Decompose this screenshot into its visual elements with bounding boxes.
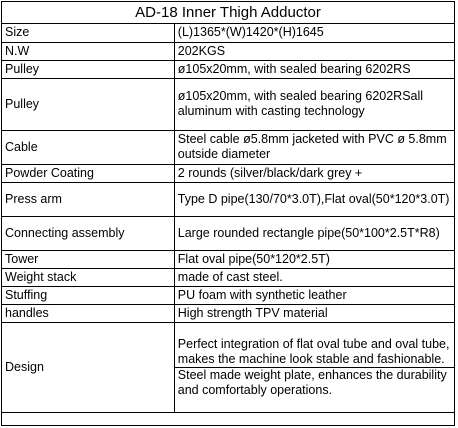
spec-value: PU foam with synthetic leather xyxy=(174,286,454,304)
spec-value: 2 rounds (silver/black/dark grey + xyxy=(174,164,454,182)
spec-label: Cable xyxy=(2,130,174,164)
table-row xyxy=(2,182,454,216)
spec-value: Large rounded rectangle pipe(50*100*2.5T*R8) xyxy=(174,216,454,250)
spec-value xyxy=(174,322,454,412)
table-row xyxy=(2,268,454,286)
spec-label: Size xyxy=(2,24,174,42)
spec-label: Weight stack xyxy=(2,268,174,286)
spec-label: Connecting assembly xyxy=(2,216,174,250)
spec-value: (L)1365*(W)1420*(H)1645 xyxy=(174,24,454,42)
table-row xyxy=(2,250,454,268)
spec-label: handles xyxy=(2,304,174,322)
spec-value: Flat oval pipe(50*120*2.5T) xyxy=(174,250,454,268)
spec-value: Steel cable ø5.8mm jacketed with PVC ø 5.8mm outside diameter xyxy=(174,130,454,164)
spec-value: 202KGS xyxy=(174,42,454,60)
spec-label: N.W xyxy=(2,42,174,60)
table-row xyxy=(2,216,454,250)
spec-label: Press arm xyxy=(2,182,174,216)
spec-label: Stuffing xyxy=(2,286,174,304)
table-row xyxy=(2,24,454,42)
spec-sheet xyxy=(1,1,455,426)
spec-label: Pulley xyxy=(2,60,174,78)
table-row xyxy=(2,286,454,304)
spec-value: Type D pipe(130/70*3.0T),Flat oval(50*120*3.0T) xyxy=(174,182,454,216)
table-row xyxy=(2,164,454,182)
table-row xyxy=(2,42,454,60)
spec-label: Tower xyxy=(2,250,174,268)
design-point: Perfect integration of flat oval tube and oval tube, makes the machine look stable and fashionable. xyxy=(177,336,450,366)
design-point: Steel made weight plate, enhances the durability and comfortably operations. xyxy=(175,367,454,398)
spec-value: ø105x20mm, with sealed bearing 6202RSall aluminum with casting technology xyxy=(174,78,454,130)
spec-label: Powder Coating xyxy=(2,164,174,182)
table-row xyxy=(2,78,454,130)
table-row xyxy=(2,60,454,78)
table-row xyxy=(2,304,454,322)
spec-value: ø105x20mm, with sealed bearing 6202RS xyxy=(174,60,454,78)
spec-label: Design xyxy=(2,322,174,412)
table-row xyxy=(2,322,454,412)
table-row xyxy=(2,130,454,164)
product-title: AD-18 Inner Thigh Adductor xyxy=(2,2,454,24)
spec-value: made of cast steel. xyxy=(174,268,454,286)
spec-table xyxy=(2,24,454,413)
spec-value: High strength TPV material xyxy=(174,304,454,322)
spec-label: Pulley xyxy=(2,78,174,130)
